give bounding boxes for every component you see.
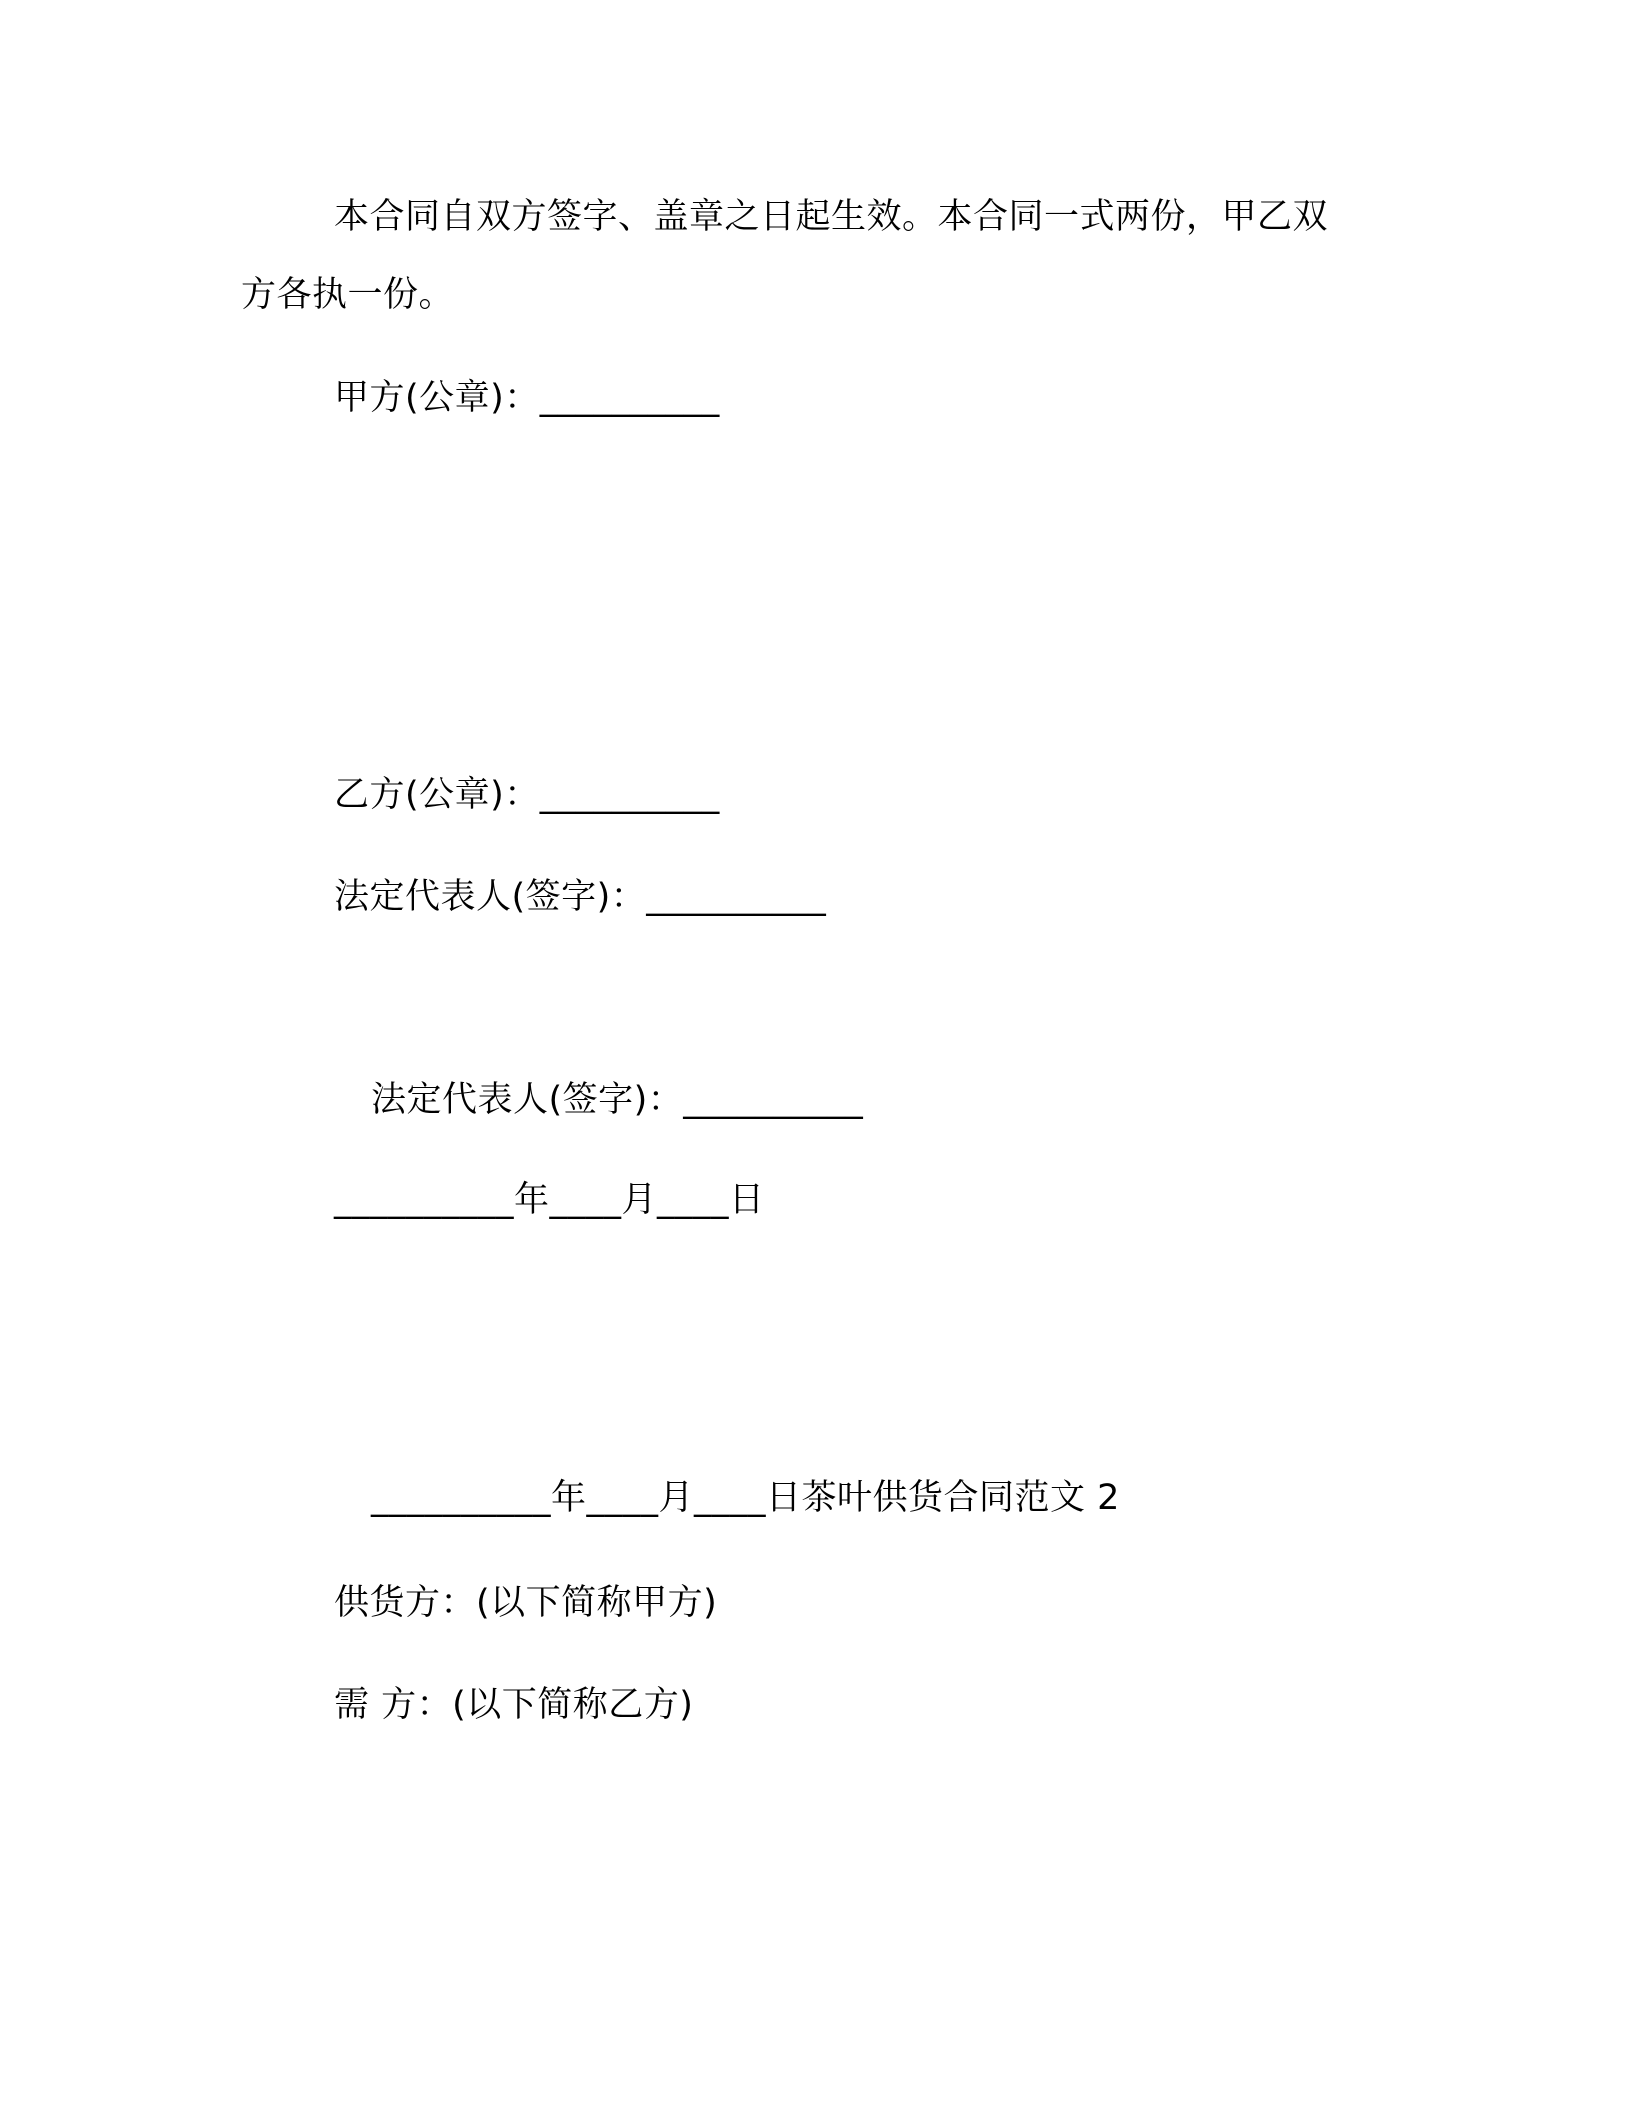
legal-representative-signature-line: 法定代表人(签字)：__________ xyxy=(334,877,827,917)
date-line: __________年____月____日 xyxy=(334,1180,765,1220)
contract-effective-clause-line-2: 方各执一份。 xyxy=(241,275,455,315)
contract-effective-clause-line-1: 本合同自双方签字、盖章之日起生效。本合同一式两份，甲乙双 xyxy=(334,197,1329,237)
buyer-line: 需 方：(以下简称乙方) xyxy=(334,1685,694,1725)
supplier-line: 供货方：(以下简称甲方) xyxy=(334,1583,718,1623)
legal-representative-signature-line-2: 法定代表人(签字)：__________ xyxy=(371,1080,864,1120)
party-b-seal-line: 乙方(公章)：__________ xyxy=(334,775,720,815)
contract-title-line: __________年____月____日茶叶供货合同范文 2 xyxy=(371,1478,1120,1518)
party-a-seal-line: 甲方(公章)：__________ xyxy=(334,378,720,418)
